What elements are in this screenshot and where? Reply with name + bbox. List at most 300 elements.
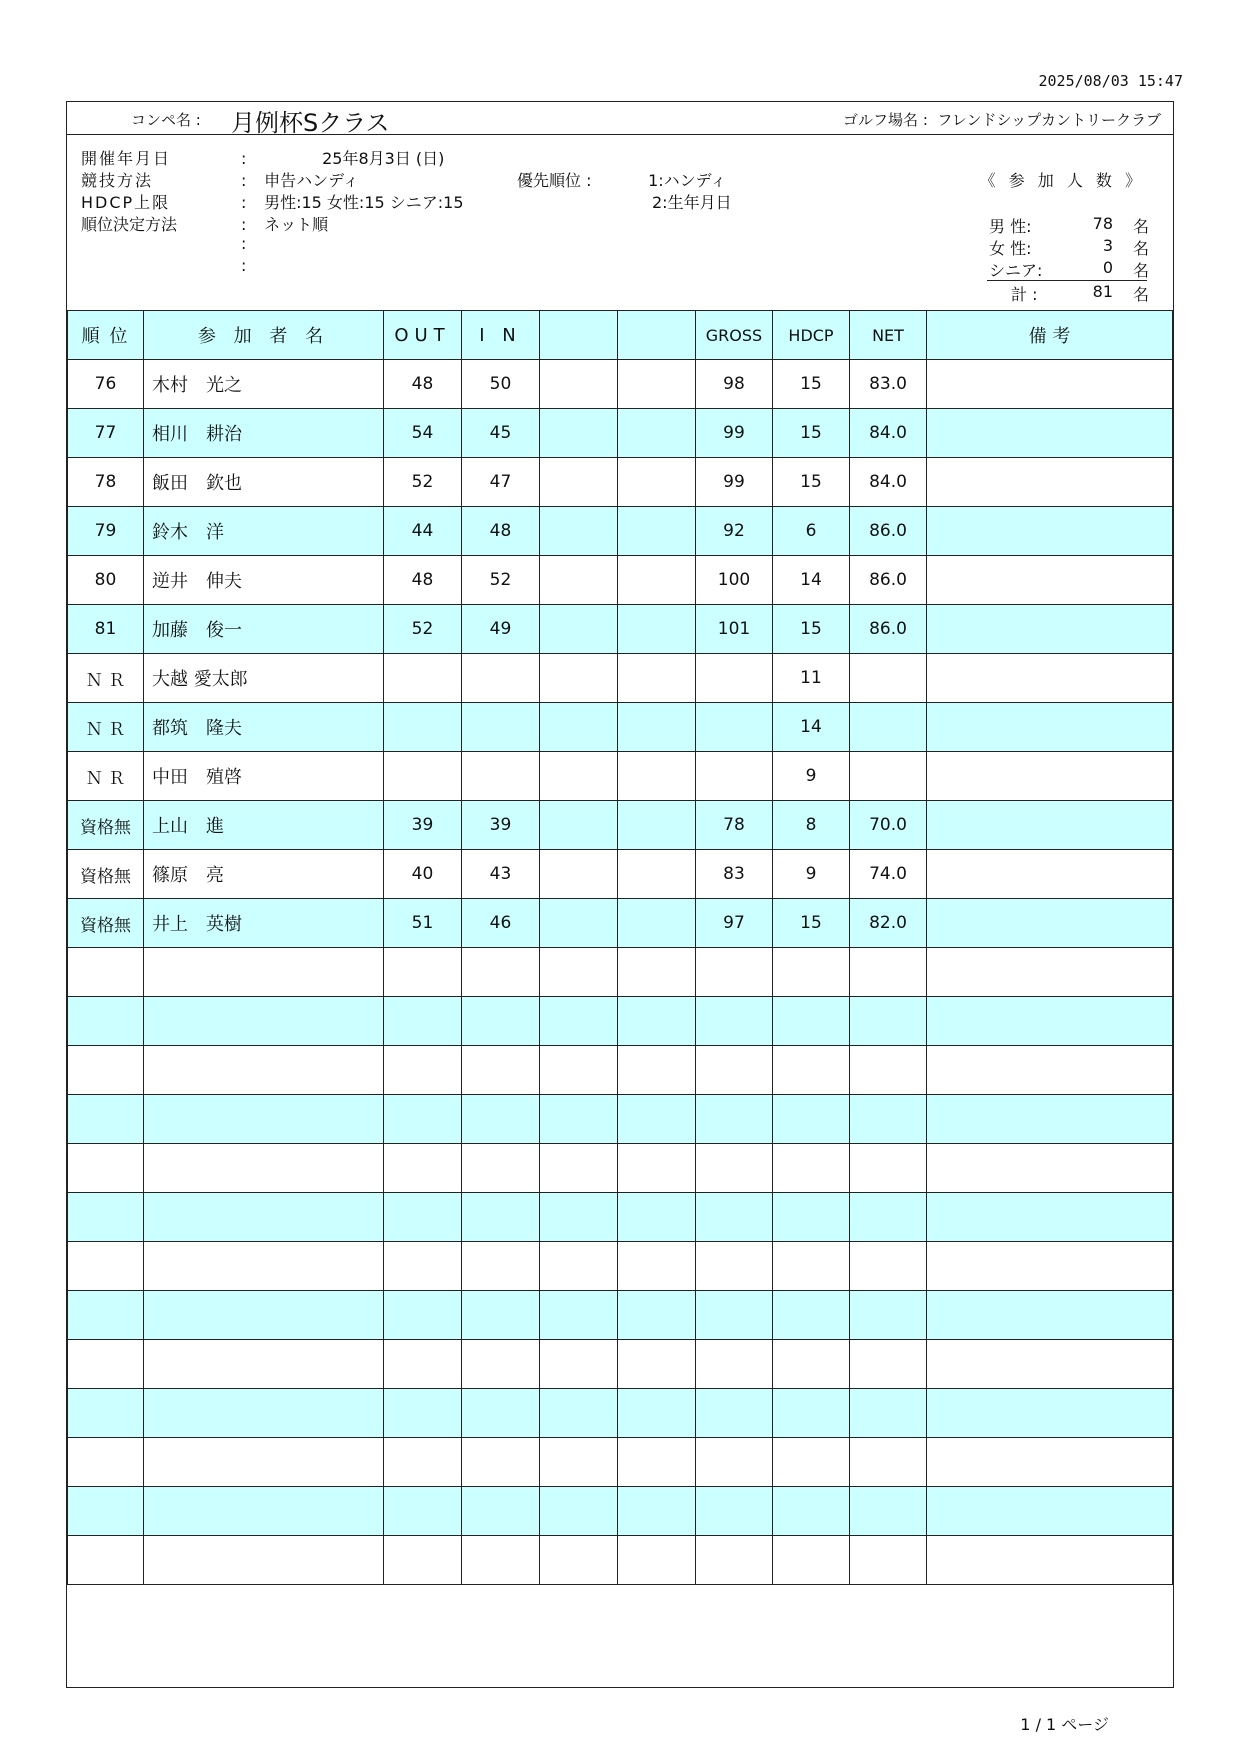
table-row	[68, 556, 1173, 605]
cell-in	[462, 1095, 540, 1144]
cell-out: 48	[384, 360, 462, 409]
cell-out	[384, 1095, 462, 1144]
cell-in	[462, 1144, 540, 1193]
table-row	[68, 1389, 1173, 1438]
cell-empty	[927, 703, 1173, 752]
cell-empty	[618, 458, 696, 507]
cell-empty	[540, 752, 618, 801]
cell-gross: 99	[696, 409, 773, 458]
cell-name: 都筑 隆夫	[144, 703, 384, 752]
cell-empty	[540, 1536, 618, 1585]
count-total-value: 81	[1092, 282, 1113, 301]
cell-in	[462, 1242, 540, 1291]
cell-empty	[540, 654, 618, 703]
cell-in: 49	[462, 605, 540, 654]
cell-out	[384, 1144, 462, 1193]
cell-empty	[618, 1389, 696, 1438]
count-unit: 名	[1132, 285, 1149, 304]
cell-hdcp	[773, 1389, 850, 1438]
cell-hdcp	[773, 1536, 850, 1585]
table-row	[68, 654, 1173, 703]
table-row	[68, 458, 1173, 507]
cell-rank	[68, 1536, 144, 1585]
cell-name: 鈴木 洋	[144, 507, 384, 556]
cell-empty	[540, 556, 618, 605]
cell-net: 84.0	[850, 409, 927, 458]
table-row	[68, 1291, 1173, 1340]
cell-empty	[540, 1095, 618, 1144]
cell-rank: 資格無	[68, 899, 144, 948]
cell-empty	[618, 605, 696, 654]
cell-rank	[68, 1438, 144, 1487]
cell-empty	[618, 850, 696, 899]
cell-hdcp: 15	[773, 605, 850, 654]
info-method-key: 競技方法	[81, 171, 154, 190]
cell-gross: 99	[696, 458, 773, 507]
info-hdcp-key: HDCP上限	[81, 193, 171, 212]
cell-rank	[68, 1144, 144, 1193]
info-blank-2: :	[241, 256, 247, 275]
cell-gross: 92	[696, 507, 773, 556]
cell-gross: 78	[696, 801, 773, 850]
info-date-value: 25年8月3日 (日)	[322, 149, 445, 168]
cell-in: 50	[462, 360, 540, 409]
cell-out: 40	[384, 850, 462, 899]
participant-count-title: 《 参 加 人 数 》	[979, 171, 1145, 190]
cell-in: 45	[462, 409, 540, 458]
cell-empty	[618, 1438, 696, 1487]
table-row	[68, 899, 1173, 948]
cell-net	[850, 948, 927, 997]
cell-empty	[618, 752, 696, 801]
cell-hdcp	[773, 948, 850, 997]
count-divider	[987, 280, 1147, 281]
count-female-label: 女 性:	[989, 239, 1032, 258]
column-header: 参 加 者 名	[144, 311, 384, 360]
cell-net	[850, 1144, 927, 1193]
cell-hdcp	[773, 1144, 850, 1193]
cell-rank: 81	[68, 605, 144, 654]
cell-in	[462, 1438, 540, 1487]
cell-hdcp: 15	[773, 360, 850, 409]
cell-hdcp	[773, 1193, 850, 1242]
course-label: ゴルフ場名 :	[843, 111, 928, 129]
cell-empty	[618, 997, 696, 1046]
cell-name	[144, 1438, 384, 1487]
cell-in: 39	[462, 801, 540, 850]
cell-hdcp	[773, 1291, 850, 1340]
cell-name	[144, 1536, 384, 1585]
cell-gross	[696, 1095, 773, 1144]
cell-name: 逆井 伸夫	[144, 556, 384, 605]
cell-name	[144, 1291, 384, 1340]
column-header	[540, 311, 618, 360]
cell-in	[462, 1487, 540, 1536]
cell-out	[384, 1389, 462, 1438]
cell-out	[384, 1291, 462, 1340]
table-row	[68, 1438, 1173, 1487]
cell-hdcp: 11	[773, 654, 850, 703]
cell-hdcp: 6	[773, 507, 850, 556]
cell-rank	[68, 1340, 144, 1389]
cell-in	[462, 1193, 540, 1242]
column-header	[618, 311, 696, 360]
cell-gross: 97	[696, 899, 773, 948]
cell-empty	[618, 1193, 696, 1242]
cell-out	[384, 1340, 462, 1389]
table-row	[68, 850, 1173, 899]
course-info	[843, 109, 1161, 130]
table-row	[68, 1536, 1173, 1585]
info-rank: 順位決定方法 : ネット順	[81, 212, 328, 234]
table-row	[68, 1046, 1173, 1095]
cell-rank: Ｎ Ｒ	[68, 703, 144, 752]
cell-gross	[696, 1487, 773, 1536]
cell-name: 大越 愛太郎	[144, 654, 384, 703]
cell-net	[850, 1438, 927, 1487]
cell-empty	[618, 801, 696, 850]
cell-rank: Ｎ Ｒ	[68, 654, 144, 703]
cell-out	[384, 948, 462, 997]
cell-empty	[927, 1438, 1173, 1487]
cell-net: 74.0	[850, 850, 927, 899]
cell-empty	[927, 360, 1173, 409]
cell-hdcp	[773, 1487, 850, 1536]
cell-out: 52	[384, 458, 462, 507]
cell-hdcp	[773, 1438, 850, 1487]
cell-net	[850, 1291, 927, 1340]
cell-out	[384, 1487, 462, 1536]
cell-name: 加藤 俊一	[144, 605, 384, 654]
table-row	[68, 703, 1173, 752]
cell-out	[384, 654, 462, 703]
table-row	[68, 1242, 1173, 1291]
table-header	[68, 311, 1173, 360]
cell-out	[384, 703, 462, 752]
cell-name: 相川 耕治	[144, 409, 384, 458]
cell-empty	[540, 1291, 618, 1340]
cell-out: 52	[384, 605, 462, 654]
competition-label: コンペ名 :	[131, 111, 201, 129]
cell-name: 篠原 亮	[144, 850, 384, 899]
cell-out	[384, 752, 462, 801]
table-row	[68, 948, 1173, 997]
cell-name	[144, 1193, 384, 1242]
cell-empty	[927, 899, 1173, 948]
cell-empty	[540, 703, 618, 752]
priority-1: 1:ハンディ	[648, 171, 727, 190]
cell-rank	[68, 997, 144, 1046]
info-date-key: 開催年月日	[81, 149, 172, 168]
cell-empty	[927, 1487, 1173, 1536]
info-method-value: 申告ハンディ	[264, 171, 359, 190]
cell-rank: Ｎ Ｒ	[68, 752, 144, 801]
column-header: OUT	[384, 311, 462, 360]
cell-empty	[540, 948, 618, 997]
table-row	[68, 1193, 1173, 1242]
cell-empty	[618, 1046, 696, 1095]
cell-net: 86.0	[850, 605, 927, 654]
cell-hdcp	[773, 1095, 850, 1144]
cell-empty	[927, 1536, 1173, 1585]
cell-rank: 資格無	[68, 801, 144, 850]
cell-out	[384, 1438, 462, 1487]
cell-empty	[618, 1536, 696, 1585]
cell-rank: 資格無	[68, 850, 144, 899]
cell-gross	[696, 1291, 773, 1340]
cell-empty	[618, 1242, 696, 1291]
cell-empty	[540, 1438, 618, 1487]
cell-empty	[927, 1095, 1173, 1144]
cell-empty	[540, 997, 618, 1046]
cell-empty	[540, 1389, 618, 1438]
cell-net	[850, 1487, 927, 1536]
cell-rank: 76	[68, 360, 144, 409]
cell-gross	[696, 752, 773, 801]
competition-name: 月例杯Sクラス	[231, 109, 390, 137]
cell-gross	[696, 997, 773, 1046]
cell-empty	[618, 556, 696, 605]
column-header: I N	[462, 311, 540, 360]
cell-in	[462, 1389, 540, 1438]
cell-empty	[927, 1144, 1173, 1193]
cell-rank	[68, 1046, 144, 1095]
count-senior	[989, 258, 1149, 280]
cell-rank: 78	[68, 458, 144, 507]
cell-name	[144, 1046, 384, 1095]
cell-net: 82.0	[850, 899, 927, 948]
cell-empty	[618, 1291, 696, 1340]
cell-name	[144, 1242, 384, 1291]
cell-hdcp: 15	[773, 409, 850, 458]
cell-gross: 83	[696, 850, 773, 899]
cell-empty	[927, 458, 1173, 507]
cell-net: 83.0	[850, 360, 927, 409]
cell-name: 上山 進	[144, 801, 384, 850]
cell-rank	[68, 948, 144, 997]
cell-empty	[540, 1242, 618, 1291]
table-row	[68, 1095, 1173, 1144]
column-header: GROSS	[696, 311, 773, 360]
cell-name	[144, 1144, 384, 1193]
cell-name: 飯田 欽也	[144, 458, 384, 507]
table-row	[68, 605, 1173, 654]
cell-gross: 101	[696, 605, 773, 654]
cell-hdcp: 9	[773, 850, 850, 899]
results-sheet	[66, 101, 1174, 1688]
table-row	[68, 507, 1173, 556]
cell-net	[850, 703, 927, 752]
cell-empty	[618, 1487, 696, 1536]
cell-empty	[540, 605, 618, 654]
cell-in: 46	[462, 899, 540, 948]
cell-out	[384, 1242, 462, 1291]
page-number: 1 / 1 ページ	[1020, 1715, 1109, 1734]
cell-empty	[618, 1144, 696, 1193]
cell-in	[462, 1340, 540, 1389]
cell-empty	[927, 1291, 1173, 1340]
cell-in: 47	[462, 458, 540, 507]
cell-rank: 79	[68, 507, 144, 556]
cell-empty	[540, 1144, 618, 1193]
print-timestamp: 2025/08/03 15:47	[1038, 72, 1183, 90]
info-method: 競技方法 : 申告ハンディ	[81, 168, 359, 190]
cell-net	[850, 997, 927, 1046]
cell-hdcp	[773, 1242, 850, 1291]
cell-name: 木村 光之	[144, 360, 384, 409]
cell-empty	[927, 850, 1173, 899]
cell-empty	[927, 556, 1173, 605]
cell-name	[144, 1487, 384, 1536]
cell-empty	[927, 997, 1173, 1046]
priority-key: 優先順位 :	[517, 171, 592, 190]
cell-gross	[696, 1144, 773, 1193]
table-row	[68, 1487, 1173, 1536]
table-row	[68, 409, 1173, 458]
count-male	[989, 214, 1149, 236]
cell-hdcp: 14	[773, 703, 850, 752]
cell-in	[462, 1291, 540, 1340]
cell-in: 43	[462, 850, 540, 899]
cell-out: 54	[384, 409, 462, 458]
cell-net	[850, 1389, 927, 1438]
info-rank-key: 順位決定方法	[81, 215, 178, 234]
priority	[517, 168, 726, 191]
cell-empty	[540, 1487, 618, 1536]
cell-gross	[696, 1242, 773, 1291]
count-unit: 名	[1132, 217, 1149, 236]
cell-empty	[927, 605, 1173, 654]
info-date: 開催年月日 : 25年8月3日 (日)	[81, 146, 444, 168]
cell-name	[144, 1389, 384, 1438]
cell-net	[850, 1536, 927, 1585]
cell-hdcp: 14	[773, 556, 850, 605]
cell-net	[850, 1046, 927, 1095]
cell-net: 86.0	[850, 507, 927, 556]
cell-out: 48	[384, 556, 462, 605]
cell-empty	[927, 1340, 1173, 1389]
cell-name: 中田 殖啓	[144, 752, 384, 801]
cell-empty	[927, 654, 1173, 703]
cell-hdcp: 9	[773, 752, 850, 801]
count-male-label: 男 性:	[989, 217, 1032, 236]
count-female	[989, 236, 1149, 258]
cell-rank	[68, 1193, 144, 1242]
course-name: フレンドシップカントリークラブ	[937, 111, 1161, 129]
count-unit: 名	[1132, 239, 1149, 258]
cell-empty	[618, 654, 696, 703]
cell-empty	[540, 850, 618, 899]
cell-empty	[927, 1193, 1173, 1242]
cell-in	[462, 948, 540, 997]
results-table	[67, 310, 1173, 1585]
cell-empty	[927, 1046, 1173, 1095]
cell-gross	[696, 948, 773, 997]
cell-in	[462, 703, 540, 752]
cell-net	[850, 654, 927, 703]
cell-in	[462, 654, 540, 703]
cell-hdcp	[773, 997, 850, 1046]
cell-in	[462, 752, 540, 801]
info-blank-1: :	[241, 234, 247, 253]
cell-net: 70.0	[850, 801, 927, 850]
info-hdcp-value: 男性:15 女性:15 シニア:15	[264, 193, 464, 212]
count-unit: 名	[1132, 261, 1149, 280]
cell-in	[462, 1046, 540, 1095]
cell-gross	[696, 1536, 773, 1585]
cell-name	[144, 948, 384, 997]
cell-in: 48	[462, 507, 540, 556]
table-row	[68, 360, 1173, 409]
cell-hdcp: 8	[773, 801, 850, 850]
title-bar	[67, 102, 1173, 135]
cell-empty	[618, 703, 696, 752]
cell-empty	[927, 507, 1173, 556]
cell-empty	[540, 801, 618, 850]
count-senior-value: 0	[1102, 258, 1113, 277]
cell-empty	[618, 360, 696, 409]
cell-empty	[618, 899, 696, 948]
table-row	[68, 752, 1173, 801]
cell-name	[144, 1340, 384, 1389]
cell-name	[144, 1095, 384, 1144]
cell-empty	[540, 1193, 618, 1242]
cell-net: 84.0	[850, 458, 927, 507]
cell-gross: 98	[696, 360, 773, 409]
cell-gross	[696, 1389, 773, 1438]
competition-info	[67, 134, 1173, 311]
cell-name: 井上 英樹	[144, 899, 384, 948]
cell-empty	[927, 948, 1173, 997]
table-row	[68, 1144, 1173, 1193]
cell-empty	[618, 507, 696, 556]
column-header: 備 考	[927, 311, 1173, 360]
count-total	[989, 282, 1149, 304]
cell-empty	[618, 1095, 696, 1144]
cell-empty	[618, 409, 696, 458]
table-body	[68, 360, 1173, 1585]
info-rank-value: ネット順	[264, 215, 329, 234]
cell-empty	[540, 458, 618, 507]
cell-out	[384, 1536, 462, 1585]
cell-empty	[540, 409, 618, 458]
cell-out	[384, 1193, 462, 1242]
cell-out: 39	[384, 801, 462, 850]
cell-hdcp	[773, 1046, 850, 1095]
cell-empty	[540, 899, 618, 948]
cell-net	[850, 1340, 927, 1389]
cell-empty	[927, 1389, 1173, 1438]
count-senior-label: シニア:	[989, 261, 1043, 280]
table-row	[68, 801, 1173, 850]
cell-in: 52	[462, 556, 540, 605]
table-row	[68, 1340, 1173, 1389]
cell-gross	[696, 1193, 773, 1242]
cell-net	[850, 1242, 927, 1291]
count-female-value: 3	[1102, 236, 1113, 255]
cell-empty	[927, 801, 1173, 850]
cell-empty	[927, 752, 1173, 801]
cell-empty	[618, 1340, 696, 1389]
cell-hdcp	[773, 1340, 850, 1389]
cell-out	[384, 997, 462, 1046]
cell-gross: 100	[696, 556, 773, 605]
cell-hdcp: 15	[773, 458, 850, 507]
priority-2: 2:生年月日	[652, 193, 732, 212]
cell-hdcp: 15	[773, 899, 850, 948]
cell-rank: 80	[68, 556, 144, 605]
cell-in	[462, 997, 540, 1046]
